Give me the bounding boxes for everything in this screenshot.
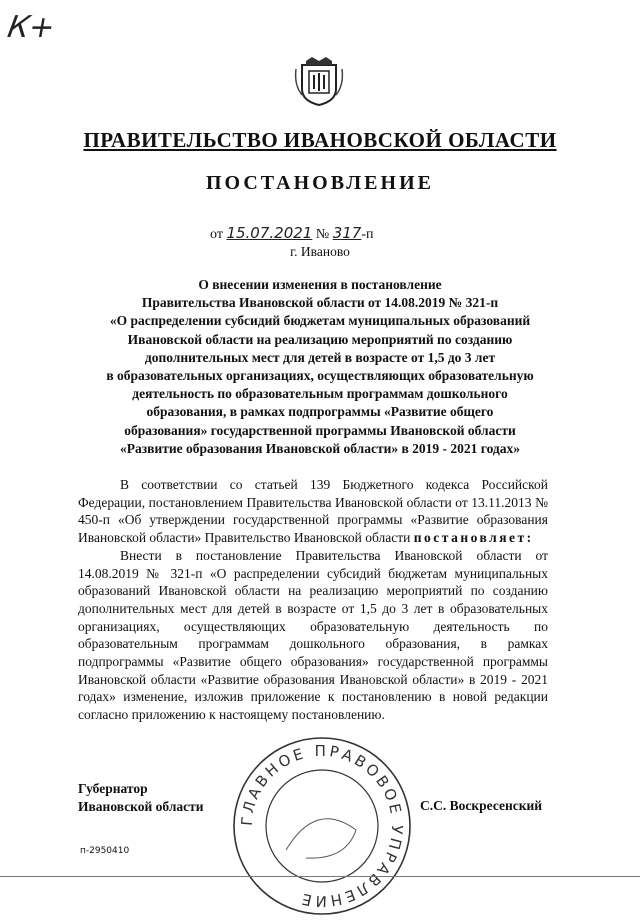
body-text — [78, 476, 548, 724]
subject-line: Ивановской области на реализацию мероприятий по созданию — [127, 331, 513, 347]
subject-title — [60, 276, 580, 458]
number-suffix: -п — [361, 227, 374, 242]
date-prefix: от — [210, 227, 223, 242]
coat-of-arms-icon — [292, 55, 346, 109]
subject-line: в образовательных организациях, осуществляющих образовательную — [106, 368, 534, 384]
government-name: ПРАВИТЕЛЬСТВО ИВАНОВСКОЙ ОБЛАСТИ — [83, 128, 557, 152]
city: г. Иваново — [290, 244, 350, 259]
bottom-divider — [0, 876, 640, 877]
dateline — [210, 224, 373, 243]
subject-line: образования» государственной программы Ивановской области — [124, 422, 516, 438]
subject-line: деятельность по образовательным программам дошкольного — [132, 386, 508, 402]
document-number: 317 — [332, 224, 362, 242]
position-line: Губернатор — [78, 781, 148, 796]
subject-line: «О распределении субсидий бюджетам муниципальных образований — [109, 313, 531, 329]
subject-line: дополнительных мест для детей в возрасте от 1,5 до 3 лет — [144, 349, 496, 365]
signatory-position — [78, 780, 204, 816]
decree-word: постановляет: — [413, 530, 534, 546]
subject-line: образования, в рамках подпрограммы «Развитие общего — [146, 404, 494, 420]
handwritten-mark: К+ — [4, 10, 58, 45]
official-stamp — [226, 730, 418, 922]
subject-line: Правительства Ивановской области от 14.08.2019 № 321-п — [141, 295, 499, 311]
position-line: Ивановской области — [78, 799, 204, 814]
number-sign: № — [315, 227, 330, 242]
amendment-paragraph: Внести в постановление Правительства Ивановской области от 14.08.2019 № 321-п «О распределении субсидий бюджетам муниципальных образований Ивановской области на реализацию мероприятий по созданию дополнительных мест для детей в возрасте от 1,5 до 3 лет в образовательных организациях, осуществляющих образовательную деятельность по образовательным программам дошкольного образования, в рамках подпрограммы «Развитие общего образования» государственной программы Ивановской области «Развитие образования Ивановской области» в 2019 - 2021 годах» изменение, изложив приложение к постановлению в новой редакции согласно приложению к настоящему постановлению. — [78, 547, 548, 723]
preamble-text: В соответствии со статьей 139 Бюджетного кодекса Российской Федерации, постановлением Правительства Ивановской области от 13.11.2013 № 450-п «Об утверждении государственной программы «Развитие образования Ивановской области» Правительство Ивановской области — [78, 477, 548, 546]
preamble-paragraph — [78, 476, 548, 547]
document-type: ПОСТАНОВЛЕНИЕ — [206, 172, 434, 194]
signatory-name: С.С. Воскресенский — [420, 798, 543, 813]
date-value: 15.07.2021 — [226, 224, 313, 242]
subject-line: О внесении изменения в постановление — [198, 277, 442, 292]
document-code: п-2950410 — [80, 846, 130, 856]
subject-line: «Развитие образования Ивановской области» в 2019 - 2021 годах» — [119, 440, 521, 456]
stamp-text: ГЛАВНОЕ ПРАВОВОЕ УПРАВЛЕНИЕ — [237, 741, 407, 911]
